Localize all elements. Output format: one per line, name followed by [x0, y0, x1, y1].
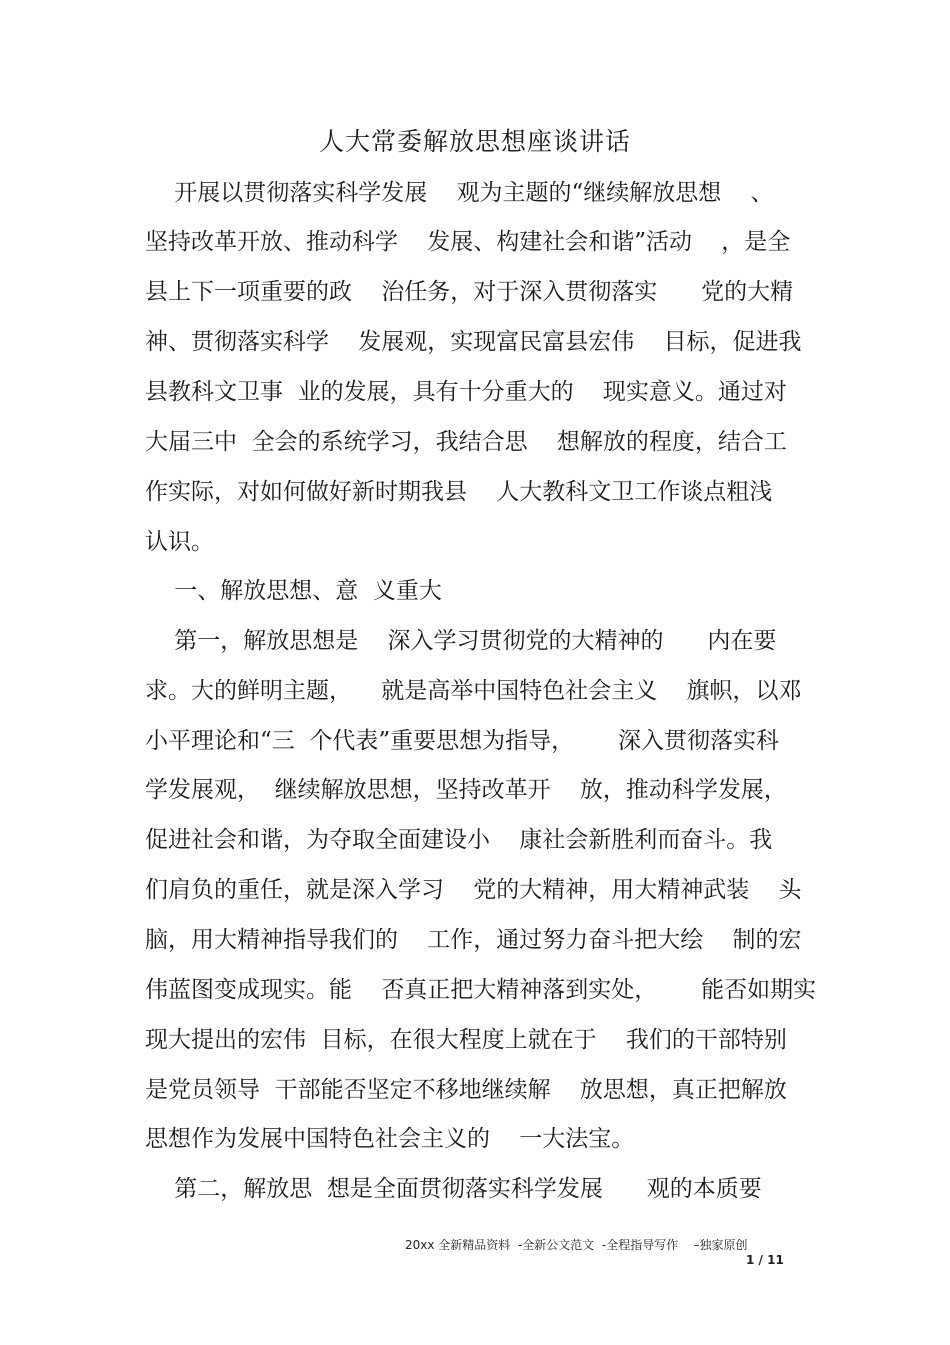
body-line: 学发展观， 继续解放思想，坚持改革开 放，推动科学发展，: [145, 777, 787, 803]
body-line: 作实际，对如何做好新时期我县 人大教科文卫工作谈点粗浅: [145, 479, 773, 505]
body-line: 县教科文卫事 业的发展，具有十分重大的 现实意义。通过对: [145, 379, 787, 405]
body-line: 大届三中 全会的系统学习，我结合思 想解放的程度，结合工: [145, 429, 787, 455]
body-line: 思想作为发展中国特色社会主义的 一大法宝。: [145, 1126, 635, 1152]
body-line: 伟蓝图变成现实。能 否真正把大精神落到实处， 能否如期实: [145, 977, 817, 1003]
body-line: 坚持改革开放、推动科学 发展、构建社会和谐”活动 ，是全: [145, 229, 791, 255]
body-line: 是党员领导 干部能否坚定不移地继续解 放思想，真正把解放: [145, 1077, 787, 1103]
body-line: 第一，解放思想是 深入学习贯彻党的大精神的 内在要: [145, 628, 777, 654]
body-line: 们肩负的重任，就是深入学习 党的大精神，用大精神武装 头: [145, 877, 802, 903]
body-line: 现大提出的宏伟 目标，在很大程度上就在于 我们的干部特别: [145, 1027, 787, 1053]
body-line: 神、贯彻落实科学 发展观，实现富民富县宏伟 目标，促进我: [145, 329, 802, 355]
document-title: 人大常委解放思想座谈讲话: [318, 127, 631, 156]
body-line: 小平理论和“三 个代表”重要思想为指导， 深入贯彻落实科: [145, 728, 780, 754]
body-line: 求。大的鲜明主题， 就是高举中国特色社会主义 旗帜，以邓: [145, 678, 802, 704]
body-line: 县上下一项重要的政 治任务，对于深入贯彻落实 党的大精: [145, 279, 794, 305]
body-line: 开展以贯彻落实科学发展 观为主题的“继续解放思想 、: [145, 180, 774, 206]
section-heading: 一、解放思想、意 义重大: [145, 578, 442, 604]
body-line: 脑，用大精神指导我们的 工作，通过努力奋斗把大绘 制的宏: [145, 927, 802, 953]
body-line: 促进社会和谐，为夺取全面建设小 康社会新胜利而奋斗。我: [145, 827, 773, 853]
body-line: 第二，解放思 想是全面贯彻落实科学发展 观的本质要: [145, 1176, 762, 1202]
page-number: 1 / 11: [746, 1253, 784, 1267]
footer-note: 20xx 全新精品资料 -全新公文范文 -全程指导写作 –独家原创: [405, 1238, 748, 1252]
body-line: 认识。: [145, 529, 214, 555]
